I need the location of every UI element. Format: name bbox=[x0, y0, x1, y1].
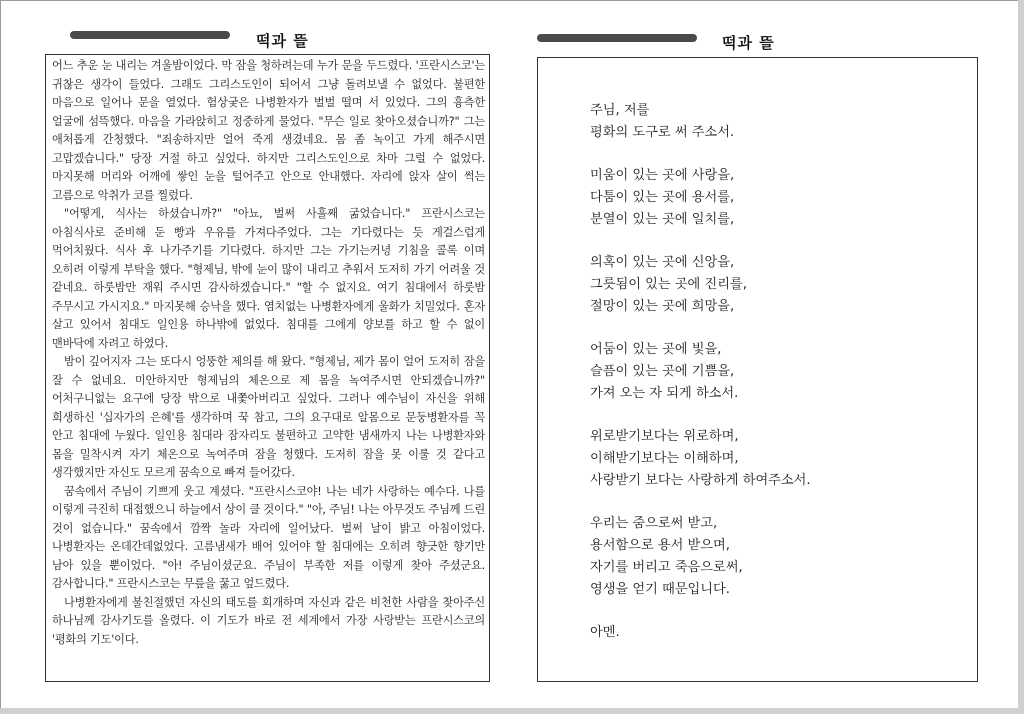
story-paragraph-5: 나병환자에게 불친절했던 자신의 태도를 회개하며 자신과 같은 비천한 사람을 찾아주신 하나님께 감사기도를 올렸다. 이 기도가 바로 전 세계에서 가장 사랑받는 프란시스코의 '평화의 기도'이다. bbox=[52, 595, 485, 646]
story-panel bbox=[45, 54, 490, 682]
poem-line: 절망이 있는 곳에 희망을, bbox=[590, 299, 735, 314]
poem-line: 의혹이 있는 곳에 신앙을, bbox=[590, 255, 735, 270]
poem-line: 평화의 도구로 써 주소서. bbox=[590, 125, 735, 140]
poem-line: 가져 오는 자 되게 하소서. bbox=[590, 386, 739, 401]
story-paragraph-2: "어떻게, 식사는 하셨습니까?" "아뇨, 벌써 사흘째 굶었습니다." 프란시스코는 아침식사로 준비해 둔 빵과 우유를 가져다주었다. 그는 기다렸다는 듯 게걸스럽게 먹어치웠다. 식사 후 나가주기를 기다렸다. 하지만 그는 가기는커녕 기침을 콜록 이며 오히려 이렇게 부탁을 했다. "형제님, 밖에 눈이 많이 내리고 추워서 도저히 가기 어려울 것 같네요. 하룻밤만 재워 주시면 감사하겠습니다." "할 수 없지요. 여기 침대에서 하룻밤 주무시고 가시지요." 마지못해 승낙을 했다. 염치없는 나병환자에게 울화가 치밀었다. 혼자 살고 있어서 침대도 일인용 하나밖에 없었다. 침대를 그에게 양보를 하고 할 수 없이 맨바닥에 자려고 하였다. bbox=[52, 207, 485, 350]
poem-line: 미움이 있는 곳에 사랑을, bbox=[590, 168, 735, 183]
poem-line: 분열이 있는 곳에 일치를, bbox=[590, 212, 735, 227]
story-paragraph-3: 밤이 깊어지자 그는 또다시 엉뚱한 제의를 해 왔다. "형제님, 제가 몸이 얼어 도저히 잠을 잘 수 없네요. 미안하지만 형제님의 체온으로 제 몸을 녹여주시면 안되겠습니까?" 어처구니없는 요구에 당장 밖으로 내쫓아버리고 싶었다. 그러나 예수님이 자신을 위해 희생하신 '십자가의 은혜'를 생각하며 꾹 참고, 그의 요구대로 알몸으로 문둥병환자를 꼭 안고 침대에 누웠다. 일인용 침대라 잠자리도 불편하고 고약한 냄새까지 나는 나병환자와 몸을 밀착시켜 자기 체온으로 녹여주며 잠을 청했다. 도저히 잠을 못 이룰 것 같다고 생각했지만 자신도 모르게 꿈속으로 빠져 들어갔다. bbox=[52, 355, 485, 479]
poem-stanza bbox=[590, 426, 970, 492]
poem-line: 위로받기보다는 위로하며, bbox=[590, 429, 739, 444]
poem-stanza bbox=[590, 252, 970, 318]
story-paragraph-1: 어느 추운 눈 내리는 겨울밤이었다. 막 잠을 청하려는데 누가 문을 두드렸다. '프란시스코'는 귀찮은 생각이 들었다. 그래도 그리스도인이 되어서 그냥 돌려보낼 수 없었다. 불편한 마음으로 일어나 문을 열었다. 험상궂은 나병환자가 벌벌 떨며 서 있었다. 그의 흉측한 얼굴에 섬뜩했다. 마음을 가라앉히고 정중하게 물었다. "무슨 일로 찾아오셨습니까?" 그는 애처롭게 간청했다. "죄송하지만 얼어 죽게 생겼네요. 몸 좀 녹이고 가게 해주시면 고맙겠습니다." 당장 거절 하고 싶었다. 하지만 그리스도인으로 차마 그럴 수 없었다. 마지못해 머리와 어깨에 쌓인 눈을 털어주고 안으로 안내했다. 자리에 앉자 살이 썩는 고름으로 악취가 코를 찔렀다. bbox=[52, 59, 485, 202]
poem-stanza bbox=[590, 165, 970, 231]
prayer-panel bbox=[537, 57, 978, 682]
poem-line: 사랑받기 보다는 사랑하게 하여주소서. bbox=[590, 473, 811, 488]
poem-stanza bbox=[590, 513, 970, 601]
poem-stanza bbox=[590, 100, 970, 144]
poem-line: 이해받기보다는 이해하며, bbox=[590, 451, 739, 466]
poem-line: 용서함으로 용서 받으며, bbox=[590, 538, 730, 553]
right-header-bar bbox=[537, 34, 697, 42]
poem-line: 슬픔이 있는 곳에 기쁨을, bbox=[590, 364, 735, 379]
poem-stanza bbox=[590, 339, 970, 405]
right-header-title: 떡과 뜰 bbox=[722, 34, 775, 52]
poem-line: 그릇됨이 있는 곳에 진리를, bbox=[590, 277, 747, 292]
poem-line: 다툼이 있는 곳에 용서를, bbox=[590, 190, 735, 205]
poem-line: 영생을 얻기 때문입니다. bbox=[590, 582, 730, 597]
poem-stanza bbox=[590, 622, 970, 644]
story-paragraph-4: 꿈속에서 주님이 기쁘게 웃고 계셨다. "프란시스코야! 나는 네가 사랑하는 예수다. 나를 이렇게 극진히 대접했으니 하늘에서 상이 클 것이다." "아, 주님! 나는 아무것도 주님께 드린 것이 없습니다." 꿈속에서 깜짝 놀라 자리에 일어났다. 벌써 날이 밝고 아침이었다. 나병환자는 온데간데없었다. 고름냄새가 배어 있어야 할 침대에는 오히려 향긋한 향기만 남아 있을 뿐이었다. "아! 주님이셨군요. 주님이 부족한 저를 이렇게 찾아 주셨군요. 감사합니다." 프란시스코는 무릎을 꿇고 엎드렸다. bbox=[52, 484, 485, 590]
left-header-bar bbox=[70, 31, 230, 39]
prayer-poem bbox=[590, 100, 970, 665]
poem-line: 어둠이 있는 곳에 빛을, bbox=[590, 342, 722, 357]
left-header-title: 떡과 뜰 bbox=[256, 32, 309, 50]
poem-line-amen: 아멘. bbox=[590, 625, 620, 640]
poem-line: 우리는 줌으로써 받고, bbox=[590, 516, 718, 531]
poem-line: 주님, 저를 bbox=[590, 103, 650, 118]
poem-line: 자기를 버리고 죽음으로써, bbox=[590, 560, 743, 575]
